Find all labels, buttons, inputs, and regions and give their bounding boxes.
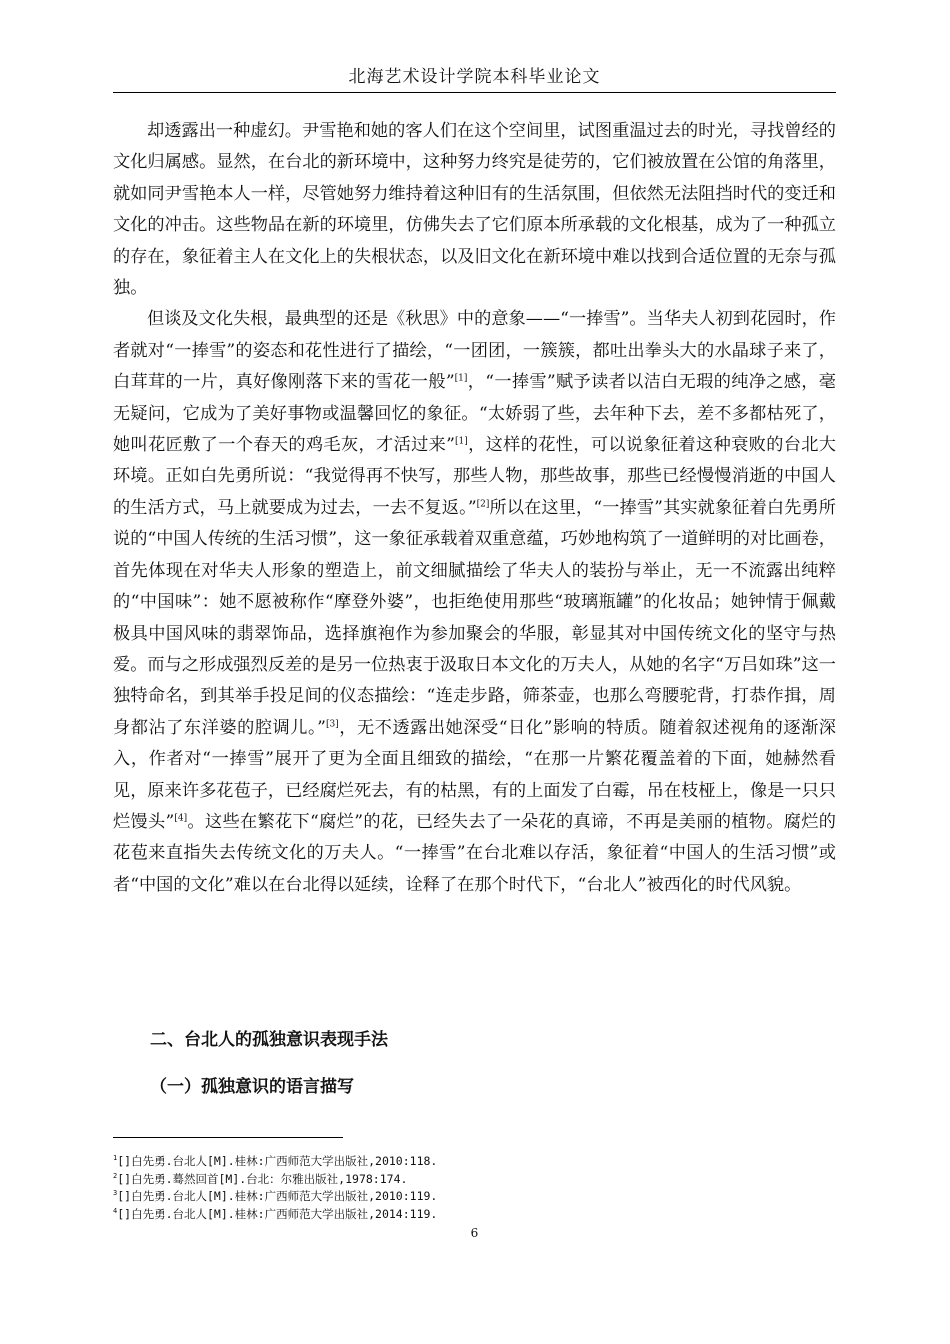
footnote-text: []白先勇.台北人[M].桂林:广西师范大学出版社,2010:118. bbox=[117, 1154, 438, 1168]
footnote-mark: 3 bbox=[113, 1189, 118, 1198]
footnote-text: []白先勇.台北人[M].桂林:广西师范大学出版社,2014:119. bbox=[117, 1206, 438, 1221]
citation-ref: [1] bbox=[454, 373, 468, 384]
paragraph-text: ，“一捧雪”赋予读者以洁白无瑕的纯净之感，毫无疑问，它成为了美好事物或温馨回忆的象征。“太娇弱了些，去年种下去，差不多都枯死了，她叫花匠敷了一个春天的鸡毛灰，才活过来” bbox=[113, 372, 836, 456]
citation-ref: [3] bbox=[325, 718, 339, 729]
citation-ref: [4] bbox=[174, 813, 188, 824]
paragraph-text: 。这些在繁花下“腐烂”的花，已经失去了一朵花的真谛，不再是美丽的植物。腐烂的花苞来直指失去传统文化的万夫人。“一捧雪”在台北难以存活，象征着“中国人的生活习惯”或者“中国的文化”难以在台北得以延续，诠释了在那个时代下，“台北人”被西化的时代风貌。 bbox=[113, 811, 836, 895]
paragraph-text: 但谈及文化失根，最典型的还是《秋思》中的意象——“一捧雪”。当华夫人初到花园时，作者就对“一捧雪”的姿态和花性进行了描绘，“一团团，一簇簇，都吐出拳头大的水晶球子来了，白茸茸的一片，真好像刚落下来的雪花一般” bbox=[113, 309, 836, 393]
citation-ref: [1] bbox=[454, 436, 468, 447]
paragraph-text: ，无不透露出她深受“日化”影响的特质。随着叙述视角的逐渐深入，作者对“一捧雪”展开了更为全面且细致的描绘，“在那一片繁花覆盖着的下面，她赫然看见，原来许多花苞子，已经腐烂死去，有的枯黑，有的上面发了白霉，吊在枝桠上，像是一只只烂馒头” bbox=[113, 717, 836, 832]
footnote-text: []白先勇.台北人[M].桂林:广西师范大学出版社,2010:119. bbox=[117, 1189, 438, 1203]
footnotes bbox=[113, 1153, 836, 1223]
paragraph-text: 所以在这里，“一捧雪”其实就象征着白先勇所说的“中国人传统的生活习惯”，这一象征承载着双重意蕴，巧妙地构筑了一道鲜明的对比画卷，首先体现在对华夫人形象的塑造上，前文细腻描绘了华夫人的装扮与举止，无一不流露出纯粹的“中国味”：她不愿被称作“摩登外婆”，也拒绝使用那些“玻璃瓶罐”的化妆品；她钟情于佩戴极具中国风味的翡翠饰品，选择旗袍作为参加聚会的华服，彰显其对中国传统文化的坚守与热爱。而与之形成强烈反差的是另一位热衷于汲取日本文化的万夫人，从她的名字“万吕如珠”这一独特命名，到其举手投足间的仪态描绘：“连走步路，筛茶壶，也那么弯腰驼背，打恭作揖，周身都沾了东洋婆的腔调儿。” bbox=[113, 497, 836, 738]
page-number: 6 bbox=[470, 1226, 479, 1240]
paragraph-text: 却透露出一种虚幻。尹雪艳和她的客人们在这个空间里，试图重温过去的时光，寻找曾经的文化归属感。显然，在台北的新环境中，这种努力终究是徒劳的，它们被放置在公馆的角落里，就如同尹雪艳本人一样，尽管她努力维持着这种旧有的生活氛围，但依然无法阻挡时代的变迁和文化的冲击。这些物品在新的环境里，仿佛失去了它们原本所承载的文化根基，成为了一种孤立的存在，象征着主人在文化上的失根状态，以及旧文化在新环境中难以找到合适位置的无奈与孤独。 bbox=[113, 121, 836, 299]
footnote-mark: 2 bbox=[113, 1171, 118, 1180]
citation-ref: [2] bbox=[476, 499, 490, 510]
subsection-heading: （一）孤独意识的语言描写 bbox=[150, 1077, 354, 1097]
footnote-mark: 1 bbox=[113, 1154, 118, 1163]
footnote-text: []白先勇.蓦然回首[M].台北：尔雅出版社,1978:174. bbox=[117, 1171, 408, 1186]
body-paragraph bbox=[113, 304, 836, 901]
footnote-mark: 4 bbox=[113, 1206, 118, 1215]
body-paragraph bbox=[113, 116, 836, 304]
body-text bbox=[113, 116, 836, 901]
footnote-item bbox=[113, 1206, 836, 1224]
section-heading: 二、台北人的孤独意识表现手法 bbox=[150, 1030, 388, 1050]
header-divider bbox=[113, 92, 836, 93]
footnote-item bbox=[113, 1171, 836, 1189]
paragraph-text: ，这样的花性，可以说象征着这种衰败的台北大环境。正如白先勇所说：“我觉得再不快写，那些人物，那些故事，那些已经慢慢消逝的中国人的生活方式，马上就要成为过去，一去不复返。” bbox=[113, 435, 836, 518]
footnote-item bbox=[113, 1153, 836, 1171]
footnote-item bbox=[113, 1188, 836, 1206]
page-header-title: 北海艺术设计学院本科毕业论文 bbox=[348, 67, 601, 87]
footnote-divider bbox=[113, 1137, 343, 1138]
